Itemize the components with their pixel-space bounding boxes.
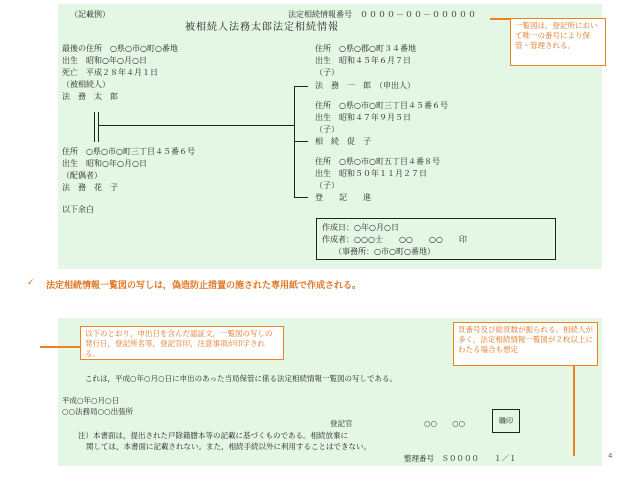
creation-date: 作成日：○年○月○日 — [322, 223, 399, 232]
callout-connector — [490, 18, 510, 20]
deceased-name: 法 務 太 郎 — [62, 92, 118, 101]
child-address: 住所 ○県○郡○町３４番地 — [315, 44, 416, 53]
child-branch — [294, 141, 308, 142]
child-role: （子） — [315, 125, 339, 134]
marriage-line — [94, 112, 95, 142]
registrar-label: 登記官 — [330, 419, 353, 428]
child-name: 登 記 進 — [315, 193, 371, 202]
callout-connector — [573, 366, 575, 456]
serial-number: 整理番号 Ｓ００００ １／１ — [404, 454, 517, 463]
child-branch — [294, 197, 308, 198]
callout-certification: 以下のとおり，申出日を含んだ認証文，一覧図の写しの発行日，登記所名等，登記官印，注意事項が印字される。 — [80, 326, 284, 360]
official-seal — [492, 409, 520, 433]
child-branch — [294, 86, 308, 87]
warning-text: 法定相続情報一覧図の写しは，偽造防止措置の施された専用紙で作成される。 — [46, 281, 362, 291]
spouse-role: （配偶者） — [62, 171, 102, 180]
child-birth: 出生 昭和５０年１１月２７日 — [315, 169, 427, 178]
child-address: 住所 ○県○市○町三丁目４５番６号 — [315, 101, 448, 110]
spouse-address: 住所 ○県○市○町三丁目４５番６号 — [62, 147, 195, 156]
certification-note: 関しては，本書面に記載されない。また，相続手続以外に利用することはできない。 — [86, 442, 371, 451]
descent-line — [98, 125, 294, 126]
child-name: 相 続 促 子 — [315, 137, 371, 146]
child-name: 法 務 一 郎 （申出人） — [315, 81, 415, 90]
document-title: 被相続人法務太郎法定相続情報 — [185, 22, 339, 33]
deceased-birth: 出生 昭和○年○月○日 — [62, 56, 147, 65]
child-role: （子） — [315, 68, 339, 77]
spouse-birth: 出生 昭和○年○月○日 — [62, 159, 147, 168]
remainder-note: 以下余白 — [62, 205, 94, 214]
child-birth: 出生 昭和４７年９月５日 — [315, 113, 411, 122]
child-birth: 出生 昭和４５年６月７日 — [315, 56, 411, 65]
number-label: 法定相続情報番号 — [288, 10, 352, 19]
creation-author: 作成者：○○○士 ○○ ○○ 印 — [322, 235, 467, 244]
certification-statement: これは，平成○年○月○日に申出のあった当局保管に係る法定相続情報一覧図の写しである。 — [85, 374, 398, 383]
warning-check: ✓ — [27, 278, 35, 288]
callout-numbering: 一覧図は，登記所において唯一の番号により保管・管理される。 — [510, 18, 606, 66]
example-label: （記載例） — [70, 10, 110, 19]
number-value: ００００－００－０００００ — [360, 10, 477, 19]
page-number: 4 — [608, 452, 613, 460]
callout-page-number: 頁番号及び総頁数が振られる。相続人が多く，法定相続情報一覧図が２枚以上にわたる場合も想定 — [453, 322, 598, 366]
marriage-line — [98, 112, 99, 142]
certification-office: ○○法務局○○出張所 — [62, 407, 134, 416]
creation-office: （事務所：○市○町○番地） — [334, 247, 435, 256]
registrar-name: ○○ ○○ — [424, 419, 466, 428]
child-role: （子） — [315, 181, 339, 190]
child-address: 住所 ○県○市○町五丁目４番８号 — [315, 157, 440, 166]
deceased-death: 死亡 平成２８年４月１日 — [62, 68, 158, 77]
deceased-address: 最後の住所 ○県○市○町○番地 — [62, 44, 178, 53]
certification-date: 平成○年○月○日 — [62, 396, 120, 405]
spouse-name: 法 務 花 子 — [62, 183, 118, 192]
certification-note: 注）本書面は，提出された戸除籍謄本等の記載に基づくものである。相続放棄に — [78, 431, 348, 440]
seal-label: 職印 — [499, 417, 513, 425]
deceased-role: （被相続人） — [62, 80, 110, 89]
children-bracket — [294, 86, 295, 198]
callout-connector — [40, 346, 80, 348]
